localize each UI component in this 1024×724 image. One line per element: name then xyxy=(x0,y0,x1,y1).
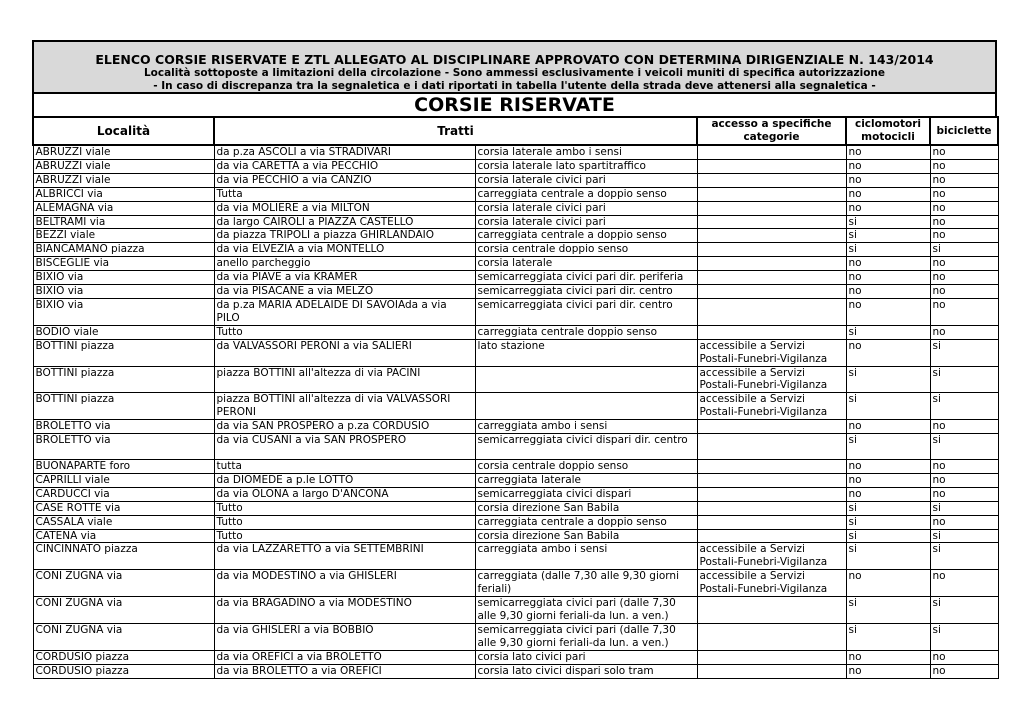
table-row xyxy=(33,543,998,570)
cell-accesso xyxy=(697,145,846,159)
cell-tipo: corsia laterale civici pari xyxy=(475,215,697,229)
cell-ciclomotori: no xyxy=(846,201,930,215)
cell-biciclette: si xyxy=(930,339,998,366)
cell-tipo: semicarreggiata civici dispari xyxy=(475,487,697,501)
cell-ciclomotori: si xyxy=(846,501,930,515)
cell-accesso xyxy=(697,487,846,501)
cell-tipo: corsia laterale ambo i sensi xyxy=(475,145,697,159)
table-row xyxy=(33,460,998,474)
cell-ciclomotori: no xyxy=(846,460,930,474)
cell-biciclette: no xyxy=(930,460,998,474)
cell-ciclomotori: no xyxy=(846,173,930,187)
cell-tratto: anello parcheggio xyxy=(214,257,475,271)
cell-accesso: accessibile a Servizi Postali-Funebri-Vigilanza xyxy=(697,339,846,366)
cell-accesso xyxy=(697,159,846,173)
table-row xyxy=(33,325,998,339)
table-row xyxy=(33,420,998,434)
cell-localita: CINCINNATO piazza xyxy=(33,543,214,570)
cell-tipo: corsia direzione San Babila xyxy=(475,501,697,515)
cell-accesso: accessibile a Servizi Postali-Funebri-Vigilanza xyxy=(697,543,846,570)
cell-tipo: carreggiata ambo i sensi xyxy=(475,543,697,570)
cell-accesso: accessibile a Servizi Postali-Funebri-Vigilanza xyxy=(697,393,846,420)
cell-localita: CONI ZUGNA via xyxy=(33,597,214,624)
table-body xyxy=(33,145,998,678)
table-row xyxy=(33,271,998,285)
cell-localita: ALBRICCI via xyxy=(33,187,214,201)
cell-tratto: da via PISACANE a via MELZO xyxy=(214,285,475,299)
column-header-localita: Località xyxy=(33,117,214,145)
cell-localita: ABRUZZI viale xyxy=(33,173,214,187)
cell-localita: CASSALA viale xyxy=(33,515,214,529)
cell-localita: ABRUZZI viale xyxy=(33,145,214,159)
cell-ciclomotori: no xyxy=(846,650,930,664)
cell-biciclette: no xyxy=(930,229,998,243)
cell-tipo: corsia direzione San Babila xyxy=(475,529,697,543)
cell-ciclomotori: si xyxy=(846,529,930,543)
cell-biciclette: si xyxy=(930,366,998,393)
cell-tipo: corsia laterale civici pari xyxy=(475,173,697,187)
cell-ciclomotori: no xyxy=(846,298,930,325)
cell-accesso xyxy=(697,285,846,299)
cell-accesso xyxy=(697,460,846,474)
cell-localita: BUONAPARTE foro xyxy=(33,460,214,474)
document-title: ELENCO CORSIE RISERVATE E ZTL ALLEGATO AL DISCIPLINARE APPROVATO CON DETERMINA DIRIGENZIALE N. 143/2014 xyxy=(95,52,934,67)
table-row xyxy=(33,529,998,543)
cell-localita: BISCEGLIE via xyxy=(33,257,214,271)
cell-tratto: da via LAZZARETTO a via SETTEMBRINI xyxy=(214,543,475,570)
cell-biciclette: no xyxy=(930,215,998,229)
cell-tipo xyxy=(475,393,697,420)
cell-tipo: corsia laterale lato spartitraffico xyxy=(475,159,697,173)
cell-tratto: da via PIAVE a via KRAMER xyxy=(214,271,475,285)
cell-tipo: semicarreggiata civici pari dir. centro xyxy=(475,285,697,299)
cell-biciclette: no xyxy=(930,650,998,664)
cell-tipo: corsia lato civici pari xyxy=(475,650,697,664)
cell-accesso xyxy=(697,650,846,664)
cell-biciclette: si xyxy=(930,393,998,420)
table-header-row xyxy=(33,117,998,145)
cell-tratto: da via MODESTINO a via GHISLERI xyxy=(214,570,475,597)
document-subtitle-2: - In caso di discrepanza tra la segnaletica e i dati riportati in tabella l'utente della strada deve attenersi alla segnaletica - xyxy=(153,80,876,92)
table-row xyxy=(33,243,998,257)
cell-biciclette: si xyxy=(930,501,998,515)
cell-accesso xyxy=(697,434,846,460)
cell-tipo: carreggiata centrale a doppio senso xyxy=(475,229,697,243)
cell-ciclomotori: no xyxy=(846,339,930,366)
cell-localita: BOTTINI piazza xyxy=(33,393,214,420)
cell-biciclette: no xyxy=(930,570,998,597)
cell-biciclette: si xyxy=(930,597,998,624)
cell-tratto: da piazza TRIPOLI a piazza GHIRLANDAIO xyxy=(214,229,475,243)
cell-accesso xyxy=(697,187,846,201)
cell-tipo: corsia laterale xyxy=(475,257,697,271)
cell-tratto: da largo CAIROLI a PIAZZA CASTELLO xyxy=(214,215,475,229)
table-row xyxy=(33,650,998,664)
cell-ciclomotori: no xyxy=(846,664,930,678)
table-row xyxy=(33,145,998,159)
cell-localita: ABRUZZI viale xyxy=(33,159,214,173)
cell-biciclette: no xyxy=(930,325,998,339)
cell-tipo: carreggiata laterale xyxy=(475,473,697,487)
table-row xyxy=(33,393,998,420)
cell-localita: CONI ZUGNA via xyxy=(33,570,214,597)
cell-localita: CORDUSIO piazza xyxy=(33,664,214,678)
column-header-tratti: Tratti xyxy=(214,117,697,145)
cell-tratto: Tutto xyxy=(214,515,475,529)
table-row xyxy=(33,597,998,624)
cell-tipo: semicarreggiata civici dispari dir. centro xyxy=(475,434,697,460)
table-row xyxy=(33,487,998,501)
cell-tratto: da p.za MARIA ADELAIDE DI SAVOIAda a via PILO xyxy=(214,298,475,325)
cell-tipo: semicarreggiata civici pari (dalle 7,30 alle 9,30 giorni feriali-da lun. a ven.) xyxy=(475,597,697,624)
cell-tratto: piazza BOTTINI all'altezza di via VALVASSORI PERONI xyxy=(214,393,475,420)
column-header-accesso: accesso a specifiche categorie xyxy=(697,117,846,145)
table-row xyxy=(33,473,998,487)
table-row xyxy=(33,215,998,229)
cell-ciclomotori: no xyxy=(846,257,930,271)
table-row xyxy=(33,298,998,325)
cell-biciclette: si xyxy=(930,623,998,650)
cell-ciclomotori: si xyxy=(846,597,930,624)
cell-biciclette: no xyxy=(930,420,998,434)
cell-accesso xyxy=(697,529,846,543)
cell-accesso xyxy=(697,420,846,434)
cell-tratto: da via GHISLERI a via BOBBIO xyxy=(214,623,475,650)
cell-tipo: corsia laterale civici pari xyxy=(475,201,697,215)
table-row xyxy=(33,664,998,678)
cell-ciclomotori: si xyxy=(846,434,930,460)
cell-tipo: carreggiata (dalle 7,30 alle 9,30 giorni feriali) xyxy=(475,570,697,597)
cell-localita: BROLETTO via xyxy=(33,434,214,460)
cell-localita: BIXIO via xyxy=(33,298,214,325)
cell-biciclette: si xyxy=(930,243,998,257)
cell-biciclette: no xyxy=(930,145,998,159)
cell-localita: CARDUCCI via xyxy=(33,487,214,501)
cell-tratto: da via BRAGADINO a via MODESTINO xyxy=(214,597,475,624)
cell-accesso xyxy=(697,298,846,325)
table-row xyxy=(33,434,998,460)
document-subtitle-1: Località sottoposte a limitazioni della circolazione - Sono ammessi esclusivamente i veicoli muniti di specifica autorizzazione xyxy=(143,67,886,79)
cell-accesso xyxy=(697,664,846,678)
cell-ciclomotori: no xyxy=(846,271,930,285)
cell-tratto: da p.za ASCOLI a via STRADIVARI xyxy=(214,145,475,159)
cell-localita: CORDUSIO piazza xyxy=(33,650,214,664)
cell-ciclomotori: si xyxy=(846,325,930,339)
cell-accesso xyxy=(697,215,846,229)
lanes-table xyxy=(32,116,999,679)
cell-tratto: da via OREFICI a via BROLETTO xyxy=(214,650,475,664)
cell-localita: BELTRAMI via xyxy=(33,215,214,229)
cell-tipo: carreggiata centrale a doppio senso xyxy=(475,187,697,201)
cell-tipo: corsia lato civici dispari solo tram xyxy=(475,664,697,678)
column-header-biciclette: biciclette xyxy=(930,117,998,145)
cell-ciclomotori: no xyxy=(846,285,930,299)
cell-ciclomotori: no xyxy=(846,570,930,597)
cell-accesso xyxy=(697,271,846,285)
cell-ciclomotori: no xyxy=(846,487,930,501)
cell-tratto: da via CUSANI a via SAN PROSPERO xyxy=(214,434,475,460)
cell-localita: BOTTINI piazza xyxy=(33,366,214,393)
table-row xyxy=(33,187,998,201)
cell-tratto: Tutto xyxy=(214,325,475,339)
cell-ciclomotori: si xyxy=(846,543,930,570)
cell-tipo: semicarreggiata civici pari (dalle 7,30 alle 9,30 giorni feriali-da lun. a ven.) xyxy=(475,623,697,650)
cell-tipo: carreggiata ambo i sensi xyxy=(475,420,697,434)
table-row xyxy=(33,257,998,271)
table-row xyxy=(33,570,998,597)
cell-accesso xyxy=(697,473,846,487)
cell-ciclomotori: no xyxy=(846,420,930,434)
cell-accesso xyxy=(697,597,846,624)
cell-biciclette: no xyxy=(930,187,998,201)
document-sheet xyxy=(32,40,997,679)
cell-tipo: lato stazione xyxy=(475,339,697,366)
table-row xyxy=(33,623,998,650)
cell-biciclette: no xyxy=(930,257,998,271)
cell-accesso xyxy=(697,257,846,271)
cell-localita: BODIO viale xyxy=(33,325,214,339)
cell-tratto: da via MOLIERE a via MILTON xyxy=(214,201,475,215)
cell-biciclette: no xyxy=(930,271,998,285)
cell-biciclette: no xyxy=(930,487,998,501)
cell-biciclette: si xyxy=(930,434,998,460)
cell-ciclomotori: si xyxy=(846,515,930,529)
cell-tratto: da via SAN PROSPERO a p.za CORDUSIO xyxy=(214,420,475,434)
cell-accesso: accessibile a Servizi Postali-Funebri-Vigilanza xyxy=(697,570,846,597)
cell-accesso xyxy=(697,201,846,215)
cell-biciclette: si xyxy=(930,529,998,543)
cell-localita: BOTTINI piazza xyxy=(33,339,214,366)
cell-ciclomotori: no xyxy=(846,187,930,201)
cell-localita: BIANCAMANO piazza xyxy=(33,243,214,257)
cell-accesso xyxy=(697,325,846,339)
cell-biciclette: no xyxy=(930,173,998,187)
cell-biciclette: no xyxy=(930,298,998,325)
document-header xyxy=(32,40,997,92)
cell-biciclette: no xyxy=(930,159,998,173)
cell-accesso xyxy=(697,229,846,243)
cell-tratto: da DIOMEDE a p.le LOTTO xyxy=(214,473,475,487)
cell-biciclette: no xyxy=(930,664,998,678)
cell-tipo: carreggiata centrale a doppio senso xyxy=(475,515,697,529)
cell-biciclette: si xyxy=(930,543,998,570)
cell-tratto: Tutto xyxy=(214,501,475,515)
cell-ciclomotori: no xyxy=(846,473,930,487)
table-row xyxy=(33,285,998,299)
cell-ciclomotori: si xyxy=(846,623,930,650)
cell-localita: CATENA via xyxy=(33,529,214,543)
section-title: CORSIE RISERVATE xyxy=(32,92,997,116)
cell-tratto: da via BROLETTO a via OREFICI xyxy=(214,664,475,678)
cell-accesso xyxy=(697,501,846,515)
cell-ciclomotori: no xyxy=(846,159,930,173)
cell-accesso xyxy=(697,173,846,187)
cell-tratto: da VALVASSORI PERONI a via SALIERI xyxy=(214,339,475,366)
column-header-ciclomotori: ciclomotori motocicli xyxy=(846,117,930,145)
table-row xyxy=(33,501,998,515)
cell-tratto: da via PECCHIO a via CANZIO xyxy=(214,173,475,187)
cell-tratto: Tutto xyxy=(214,529,475,543)
cell-ciclomotori: no xyxy=(846,145,930,159)
table-row xyxy=(33,339,998,366)
table-row xyxy=(33,366,998,393)
cell-localita: CONI ZUGNA via xyxy=(33,623,214,650)
cell-tipo: semicarreggiata civici pari dir. periferia xyxy=(475,271,697,285)
table-row xyxy=(33,201,998,215)
cell-localita: BROLETTO via xyxy=(33,420,214,434)
cell-localita: BEZZI viale xyxy=(33,229,214,243)
cell-biciclette: no xyxy=(930,201,998,215)
cell-tipo: corsia centrale doppio senso xyxy=(475,243,697,257)
cell-ciclomotori: si xyxy=(846,243,930,257)
table-row xyxy=(33,159,998,173)
cell-biciclette: no xyxy=(930,473,998,487)
cell-localita: CAPRILLI viale xyxy=(33,473,214,487)
cell-tipo xyxy=(475,366,697,393)
cell-localita: CASE ROTTE via xyxy=(33,501,214,515)
cell-localita: BIXIO via xyxy=(33,271,214,285)
cell-accesso: accessibile a Servizi Postali-Funebri-Vigilanza xyxy=(697,366,846,393)
cell-tipo: semicarreggiata civici pari dir. centro xyxy=(475,298,697,325)
cell-tratto: tutta xyxy=(214,460,475,474)
cell-accesso xyxy=(697,623,846,650)
table-row xyxy=(33,515,998,529)
table-row xyxy=(33,173,998,187)
cell-accesso xyxy=(697,243,846,257)
cell-biciclette: no xyxy=(930,285,998,299)
cell-tratto: da via CARETTA a via PECCHIO xyxy=(214,159,475,173)
cell-tratto: piazza BOTTINI all'altezza di via PACINI xyxy=(214,366,475,393)
cell-ciclomotori: si xyxy=(846,215,930,229)
cell-accesso xyxy=(697,515,846,529)
table-row xyxy=(33,229,998,243)
cell-tratto: Tutta xyxy=(214,187,475,201)
cell-tratto: da via ELVEZIA a via MONTELLO xyxy=(214,243,475,257)
cell-localita: BIXIO via xyxy=(33,285,214,299)
cell-ciclomotori: si xyxy=(846,393,930,420)
cell-ciclomotori: si xyxy=(846,229,930,243)
cell-tratto: da via OLONA a largo D'ANCONA xyxy=(214,487,475,501)
cell-localita: ALEMAGNA via xyxy=(33,201,214,215)
cell-ciclomotori: si xyxy=(846,366,930,393)
cell-tipo: carreggiata centrale doppio senso xyxy=(475,325,697,339)
cell-biciclette: no xyxy=(930,515,998,529)
cell-tipo: corsia centrale doppio senso xyxy=(475,460,697,474)
